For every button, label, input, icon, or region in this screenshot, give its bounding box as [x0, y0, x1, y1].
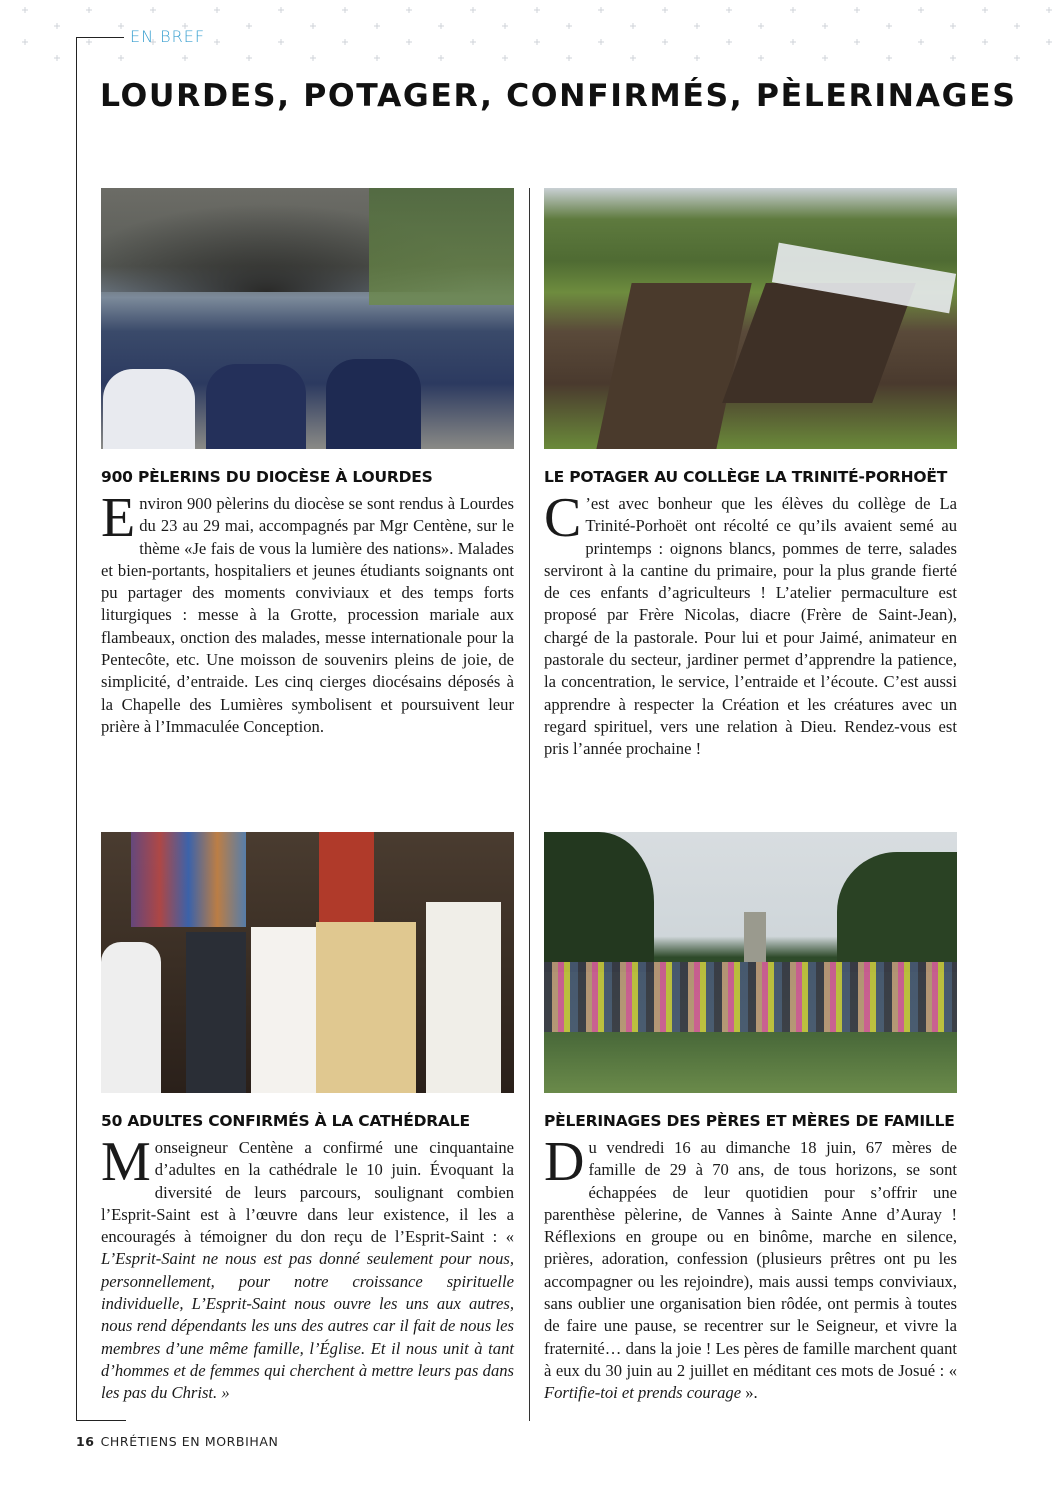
drop-cap: M	[101, 1131, 151, 1193]
article-body: C ’est avec bonheur que les élèves du collège de La Trinité-Porhoët ont récolté ce qu’ils avaient semé au printemps : oignons blancs, pommes de terre, salades serviront à la cantine du primaire, pour la plus grande fierté de ces enfants d’agriculteurs ! L’atelier permaculture est proposé par Frère Nicolas, diacre (Frère de Saint-Jean), chargé de la pastorale. Pour lui et pour Jaimé, animateur en pastorale du secteur, jardiner permet d’apprendre la patience, la concentration, le service, l’entraide et l’écoute. C’est aussi apprendre à respecter la Création et les créatures avec un regard spirituel, vers une relation à Dieu. Rendez-vous est pris l’année prochaine !	[544, 487, 957, 759]
article-heading: LE POTAGER AU COLLÈGE LA TRINITÉ-PORHOËT	[544, 468, 948, 486]
page-title: LOURDES, POTAGER, CONFIRMÉS, PÈLERINAGES	[100, 78, 1017, 114]
article-confirmations	[101, 832, 514, 1405]
publication-name: CHRÉTIENS EN MORBIHAN	[100, 1434, 279, 1449]
photo-pilgrim-group	[544, 832, 957, 1093]
section-kicker: EN BREF	[130, 27, 206, 46]
article-heading: PÈLERINAGES DES PÈRES ET MÈRES DE FAMILLE	[544, 1112, 955, 1130]
article-body: Du vendredi 16 au dimanche 18 juin, 67 mères de famille de 29 à 70 ans, de tous horizons, se sont échappées de leur quotidien pour s’offrir une parenthèse pèlerine, de Vannes à Sainte Anne d’Auray ! Réflexions en groupe ou en binôme, marche en silence, prières, adoration, confession (plusieurs prêtres ont pu les accompagner ou les rejoindre), mais aussi temps conviviaux, sans oublier une organisation bien rôdée, ont permis à toutes de faire une pause, se recentrer sur le Seigneur, et vivre la fraternité… dans la joie ! Les pères de famille marchent quant à eux du 30 juin au 2 juillet en méditant ces mots de Josué : « Fortifie-toi et prends courage ».	[544, 1131, 957, 1403]
frame-line-bottom	[76, 1420, 126, 1421]
drop-cap: D	[544, 1131, 585, 1193]
article-body: Environ 900 pèlerins du diocèse se sont rendus à Lourdes du 23 au 29 mai, accompagnés par Mgr Centène, sur le thème «Je fais de vous la lumière des nations». Malades et bien-portants, hospitaliers et jeunes étudiants soignants ont pu partager des moments conviviaux et des temps forts liturgiques : messe à la Grotte, procession mariale aux flambeaux, onction des malades, messe internationale pour la Pentecôte, etc. Une moisson de souvenirs pleins de joie, de simplicité, d’entraide. Les cinq cierges diocésains déposés à la Chapelle des Lumières symbolisent et poursuivent leur prière à l’Immaculée Conception.	[101, 487, 514, 736]
photo-school-garden	[544, 188, 957, 449]
article-body: Monseigneur Centène a confirmé une cinquantaine d’adultes en la cathédrale le 10 juin. Évoquant la diversité de leurs parcours, soulignant combien l’Esprit-Saint est à l’œuvre dans leur existence, il les a encouragés à témoigner du don reçu de l’Esprit-Saint : « L’Esprit-Saint ne nous est pas donné seulement pour nous, personnellement, pour notre croissance spirituelle individuelle, L’Esprit-Saint nous ouvre les uns aux autres, nous rend dépendants les uns des autres car il fait de nous les membres d’une même famille, l’Église. Et il nous unit à tant d’hommes et de femmes qui cherchent à mettre leurs pas dans les pas du Christ. »	[101, 1131, 514, 1403]
article-potager	[544, 188, 957, 761]
article-heading: 50 ADULTES CONFIRMÉS À LA CATHÉDRALE	[101, 1112, 470, 1130]
drop-cap: E	[101, 487, 136, 549]
article-pelerinages	[544, 832, 957, 1405]
article-heading: 900 PÈLERINS DU DIOCÈSE À LOURDES	[101, 468, 433, 486]
photo-cathedral-confirmation	[101, 832, 514, 1093]
page-number: 16	[76, 1434, 95, 1449]
column-divider	[529, 188, 530, 1421]
photo-lourdes-grotto	[101, 188, 514, 449]
drop-cap: C	[544, 487, 582, 549]
frame-line-top	[76, 37, 124, 38]
page-footer	[76, 1434, 279, 1449]
frame-line-vertical	[76, 37, 77, 1421]
article-lourdes	[101, 188, 514, 738]
